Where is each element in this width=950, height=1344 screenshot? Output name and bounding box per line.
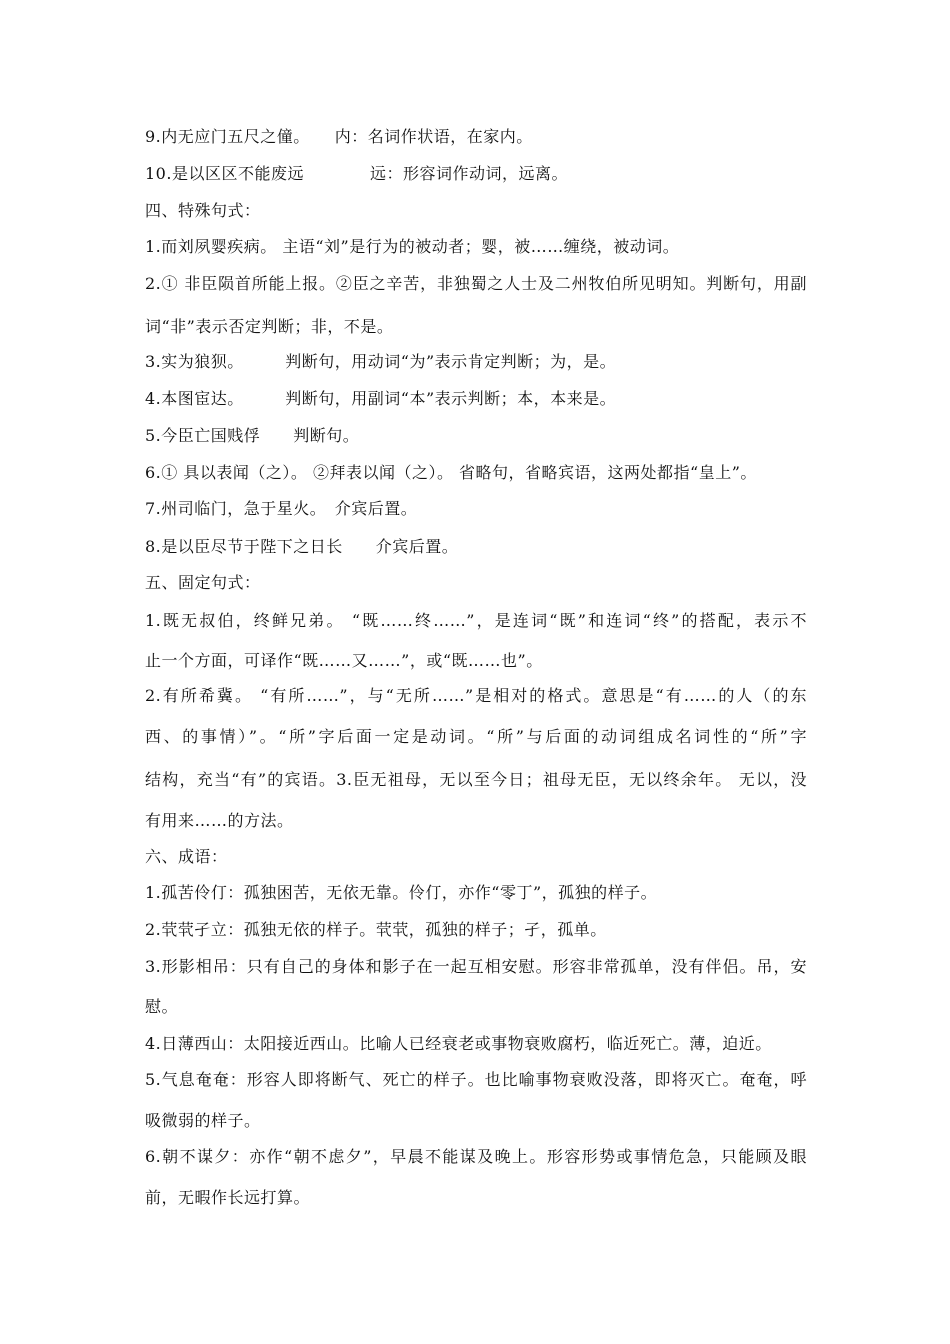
section-heading: 六、成语：: [145, 847, 228, 866]
text-line: 5.气息奄奄：形容人即将断气、死亡的样子。也比喻事物衰败没落，即将灭亡。奄奄，呼: [145, 1070, 807, 1089]
section-heading: 四、特殊句式：: [145, 201, 261, 220]
text-line: 3.形影相吊：只有自己的身体和影子在一起互相安慰。形容非常孤单，没有伴侣。吊，安: [145, 957, 807, 976]
text-line: 5.今臣亡国贱俘 判断句。: [145, 426, 360, 445]
text-line: 2.茕茕孑立：孤独无依的样子。茕茕，孤独的样子；孑，孤单。: [145, 920, 607, 939]
text-line: 慰。: [145, 997, 179, 1016]
text-line: 止一个方面，可译作“既……又……”，或“既……也”。: [145, 651, 543, 670]
text-line: 6.朝不谋夕：亦作“朝不虑夕”，早晨不能谋及晚上。形容形势或事情危急，只能顾及眼: [145, 1147, 807, 1166]
text-line: 2.① 非臣陨首所能上报。②臣之辛苦，非独蜀之人士及二州牧伯所见明知。判断句，用副: [145, 274, 807, 293]
text-line: 词“非”表示否定判断；非，不是。: [145, 317, 394, 336]
text-line: 吸微弱的样子。: [145, 1111, 261, 1130]
text-line: 4.日薄西山：太阳接近西山。比喻人已经衰老或事物衰败腐朽，临近死亡。薄，迫近。: [145, 1034, 772, 1053]
text-line: 1.既无叔伯，终鲜兄弟。 “既……终……”，是连词“既”和连词“终”的搭配，表示不: [145, 611, 807, 630]
text-line: 4.本图宦达。 判断句，用副词“本”表示判断；本，本来是。: [145, 389, 617, 408]
text-line: 结构，充当“有”的宾语。3.臣无祖母，无以至今日；祖母无臣，无以终余年。 无以，没: [145, 770, 807, 789]
section-heading: 五、固定句式：: [145, 573, 261, 592]
text-line: 7.州司临门，急于星火。 介宾后置。: [145, 499, 418, 518]
text-line: 前，无暇作长远打算。: [145, 1188, 311, 1207]
text-line: 10.是以区区不能废远 远：形容词作动词，远离。: [145, 164, 568, 183]
text-line: 6.① 具以表闻（之）。 ②拜表以闻（之）。 省略句，省略宾语，这两处都指“皇上”。: [145, 463, 757, 482]
text-line: 1.孤苦伶仃：孤独困苦，无依无靠。伶仃，亦作“零丁”，孤独的样子。: [145, 883, 658, 902]
text-line: 西、的事情）”。“所”字后面一定是动词。“所”与后面的动词组成名词性的“所”字: [145, 727, 807, 746]
text-line: 2.有所希冀。 “有所……”，与“无所……”是相对的格式。意思是“有……的人（的东: [145, 686, 807, 705]
text-line: 9.内无应门五尺之僮。 内：名词作状语，在家内。: [145, 127, 533, 146]
text-line: 8.是以臣尽节于陛下之日长 介宾后置。: [145, 537, 459, 556]
text-line: 3.实为狼狈。 判断句，用动词“为”表示肯定判断；为，是。: [145, 352, 617, 371]
text-line: 有用来……的方法。: [145, 811, 294, 830]
text-line: 1.而刘夙婴疾病。 主语“刘”是行为的被动者；婴，被……缠绕，被动词。: [145, 237, 680, 256]
